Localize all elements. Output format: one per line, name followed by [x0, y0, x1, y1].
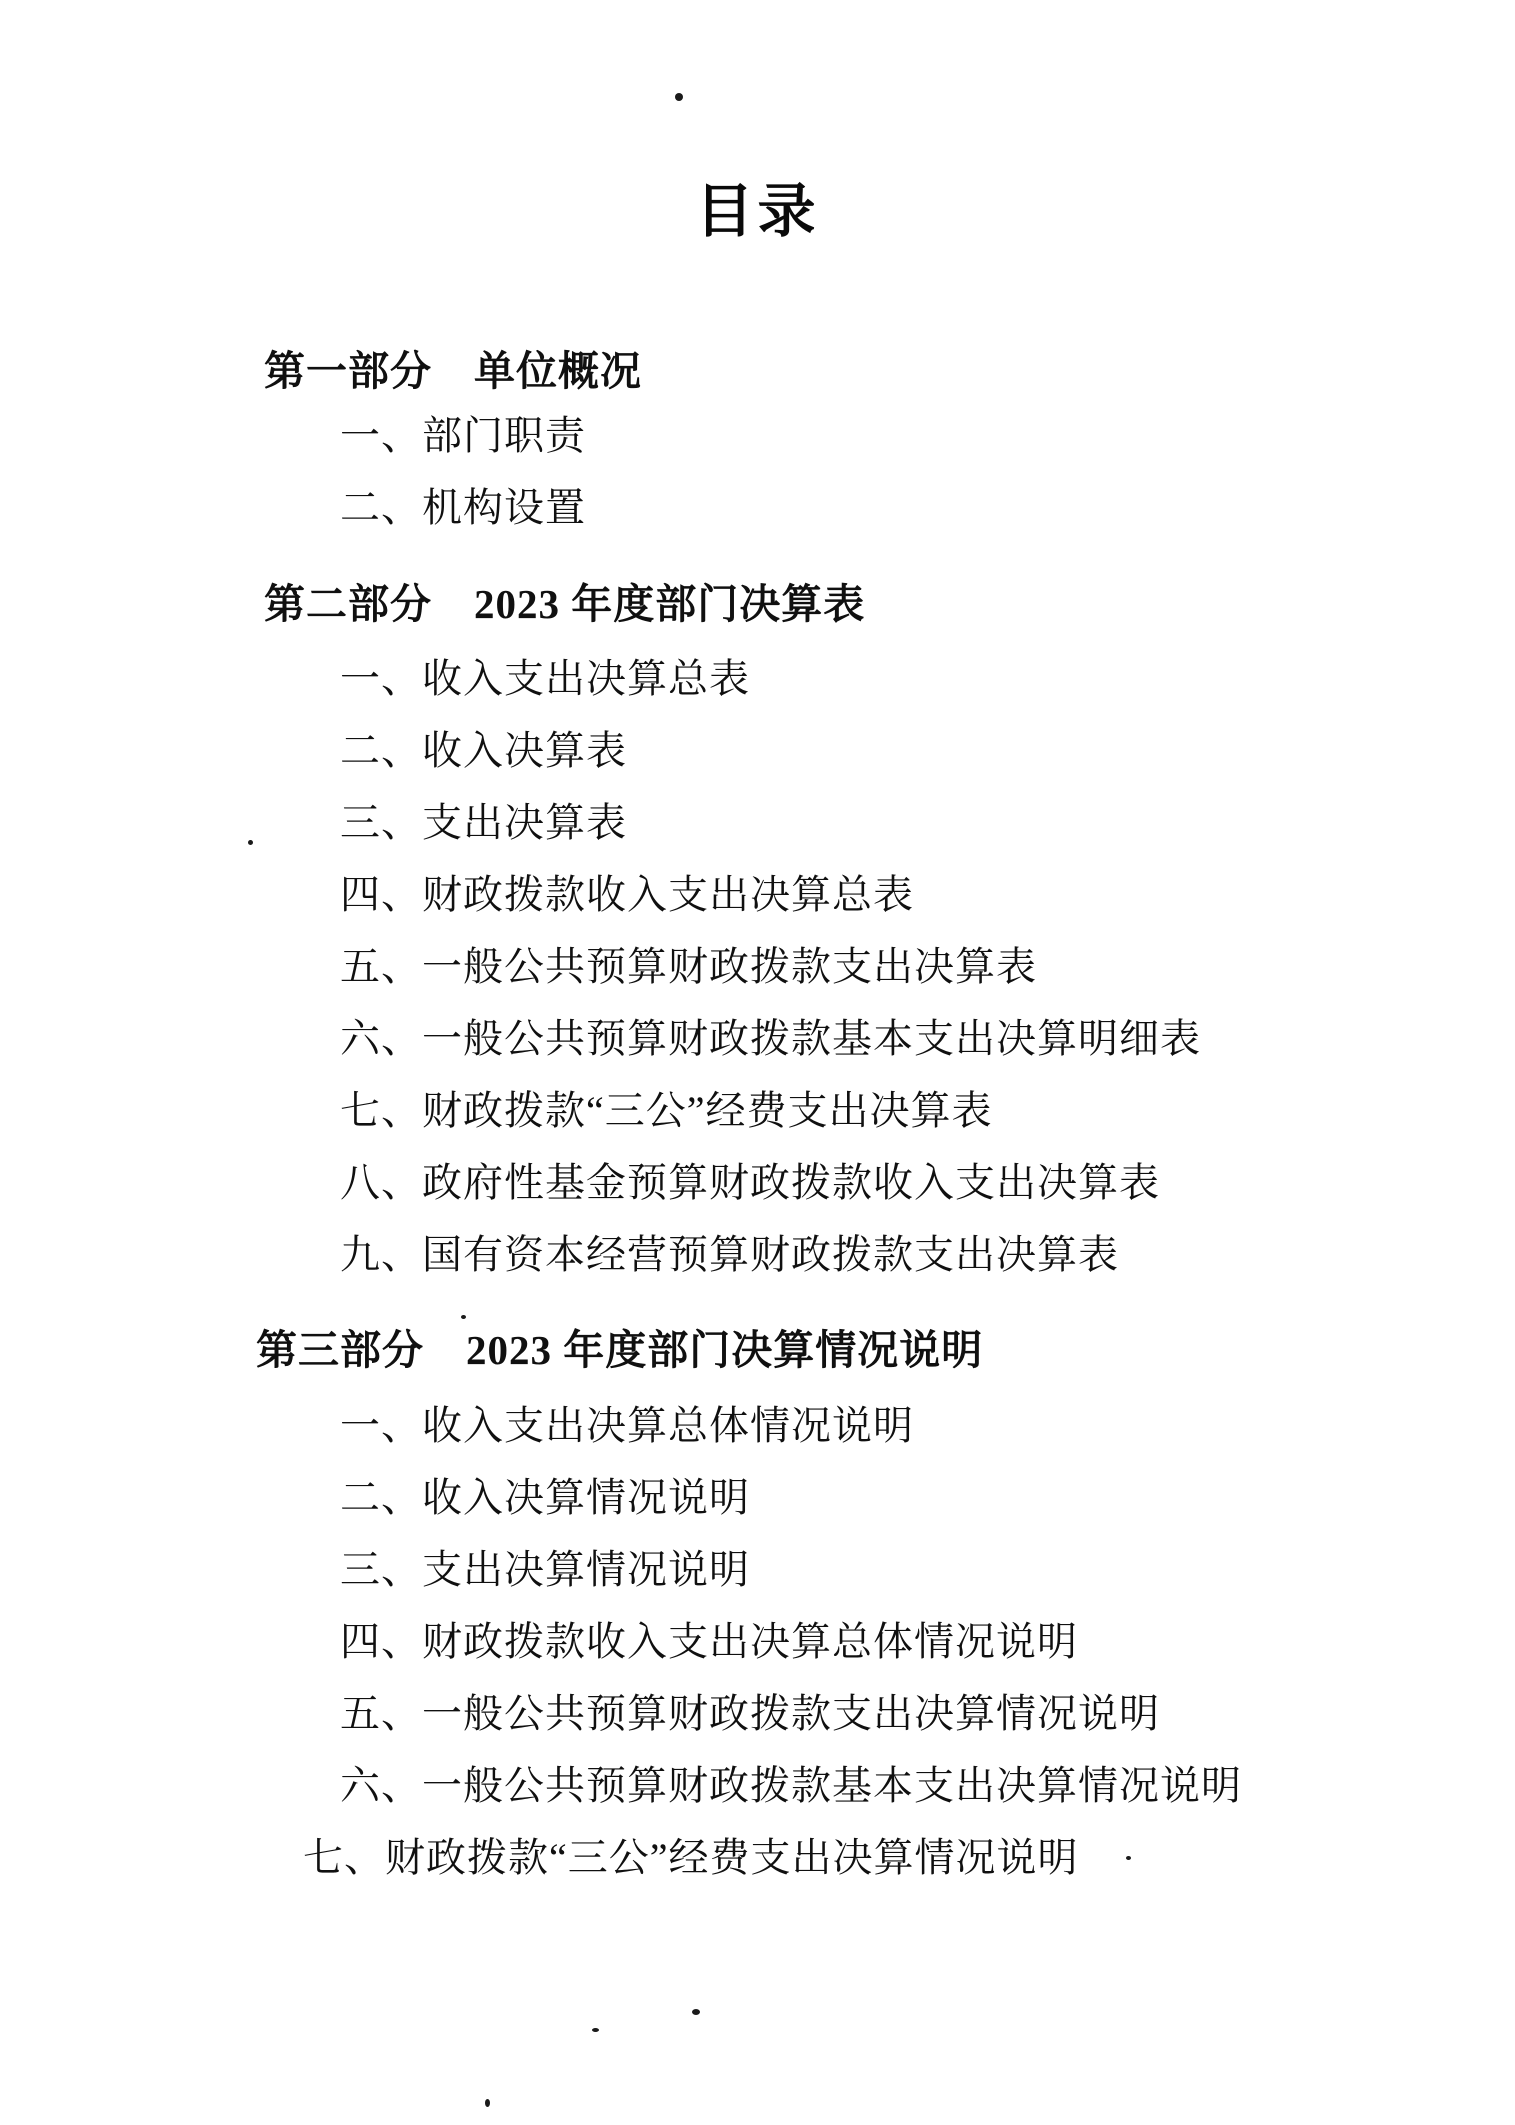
toc-entry: 七、财政拨款“三公”经费支出决算情况说明: [303, 1834, 1079, 1880]
section-heading-2: 第二部分 2023 年度部门决算表: [264, 580, 866, 627]
page-title: 目录: [695, 177, 820, 245]
toc-entry: 一、收入支出决算总表: [340, 655, 750, 701]
toc-entry: 四、财政拨款收入支出决算总体情况说明: [340, 1618, 1078, 1664]
scan-speck: [675, 93, 683, 101]
scan-speck: [461, 1315, 466, 1319]
toc-entry: 二、收入决算表: [340, 727, 627, 773]
scan-speck: [485, 2099, 490, 2107]
toc-entry: 一、收入支出决算总体情况说明: [340, 1402, 914, 1448]
toc-entry: 八、政府性基金预算财政拨款收入支出决算表: [340, 1159, 1160, 1205]
toc-entry: 六、一般公共预算财政拨款基本支出决算明细表: [340, 1015, 1201, 1061]
scan-speck: [248, 840, 253, 845]
section-heading-1: 第一部分 单位概况: [264, 347, 642, 394]
toc-entry: 五、一般公共预算财政拨款支出决算情况说明: [340, 1690, 1160, 1736]
toc-entry: 九、国有资本经营预算财政拨款支出决算表: [340, 1231, 1119, 1277]
toc-entry: 四、财政拨款收入支出决算总表: [340, 871, 914, 917]
toc-entry: 三、支出决算表: [340, 799, 627, 845]
toc-entry: 一、部门职责: [340, 412, 586, 458]
section-heading-3: 第三部分 2023 年度部门决算情况说明: [256, 1326, 984, 1373]
scan-speck: [692, 2009, 700, 2015]
toc-entry: 五、一般公共预算财政拨款支出决算表: [340, 943, 1037, 989]
toc-entry: 六、一般公共预算财政拨款基本支出决算情况说明: [340, 1762, 1242, 1808]
toc-entry: 二、收入决算情况说明: [340, 1474, 750, 1520]
scan-speck: [1126, 1856, 1131, 1860]
scan-speck: [592, 2028, 599, 2032]
toc-entry: 二、机构设置: [340, 484, 586, 530]
toc-entry: 三、支出决算情况说明: [340, 1546, 750, 1592]
toc-entry: 七、财政拨款“三公”经费支出决算表: [340, 1087, 993, 1133]
